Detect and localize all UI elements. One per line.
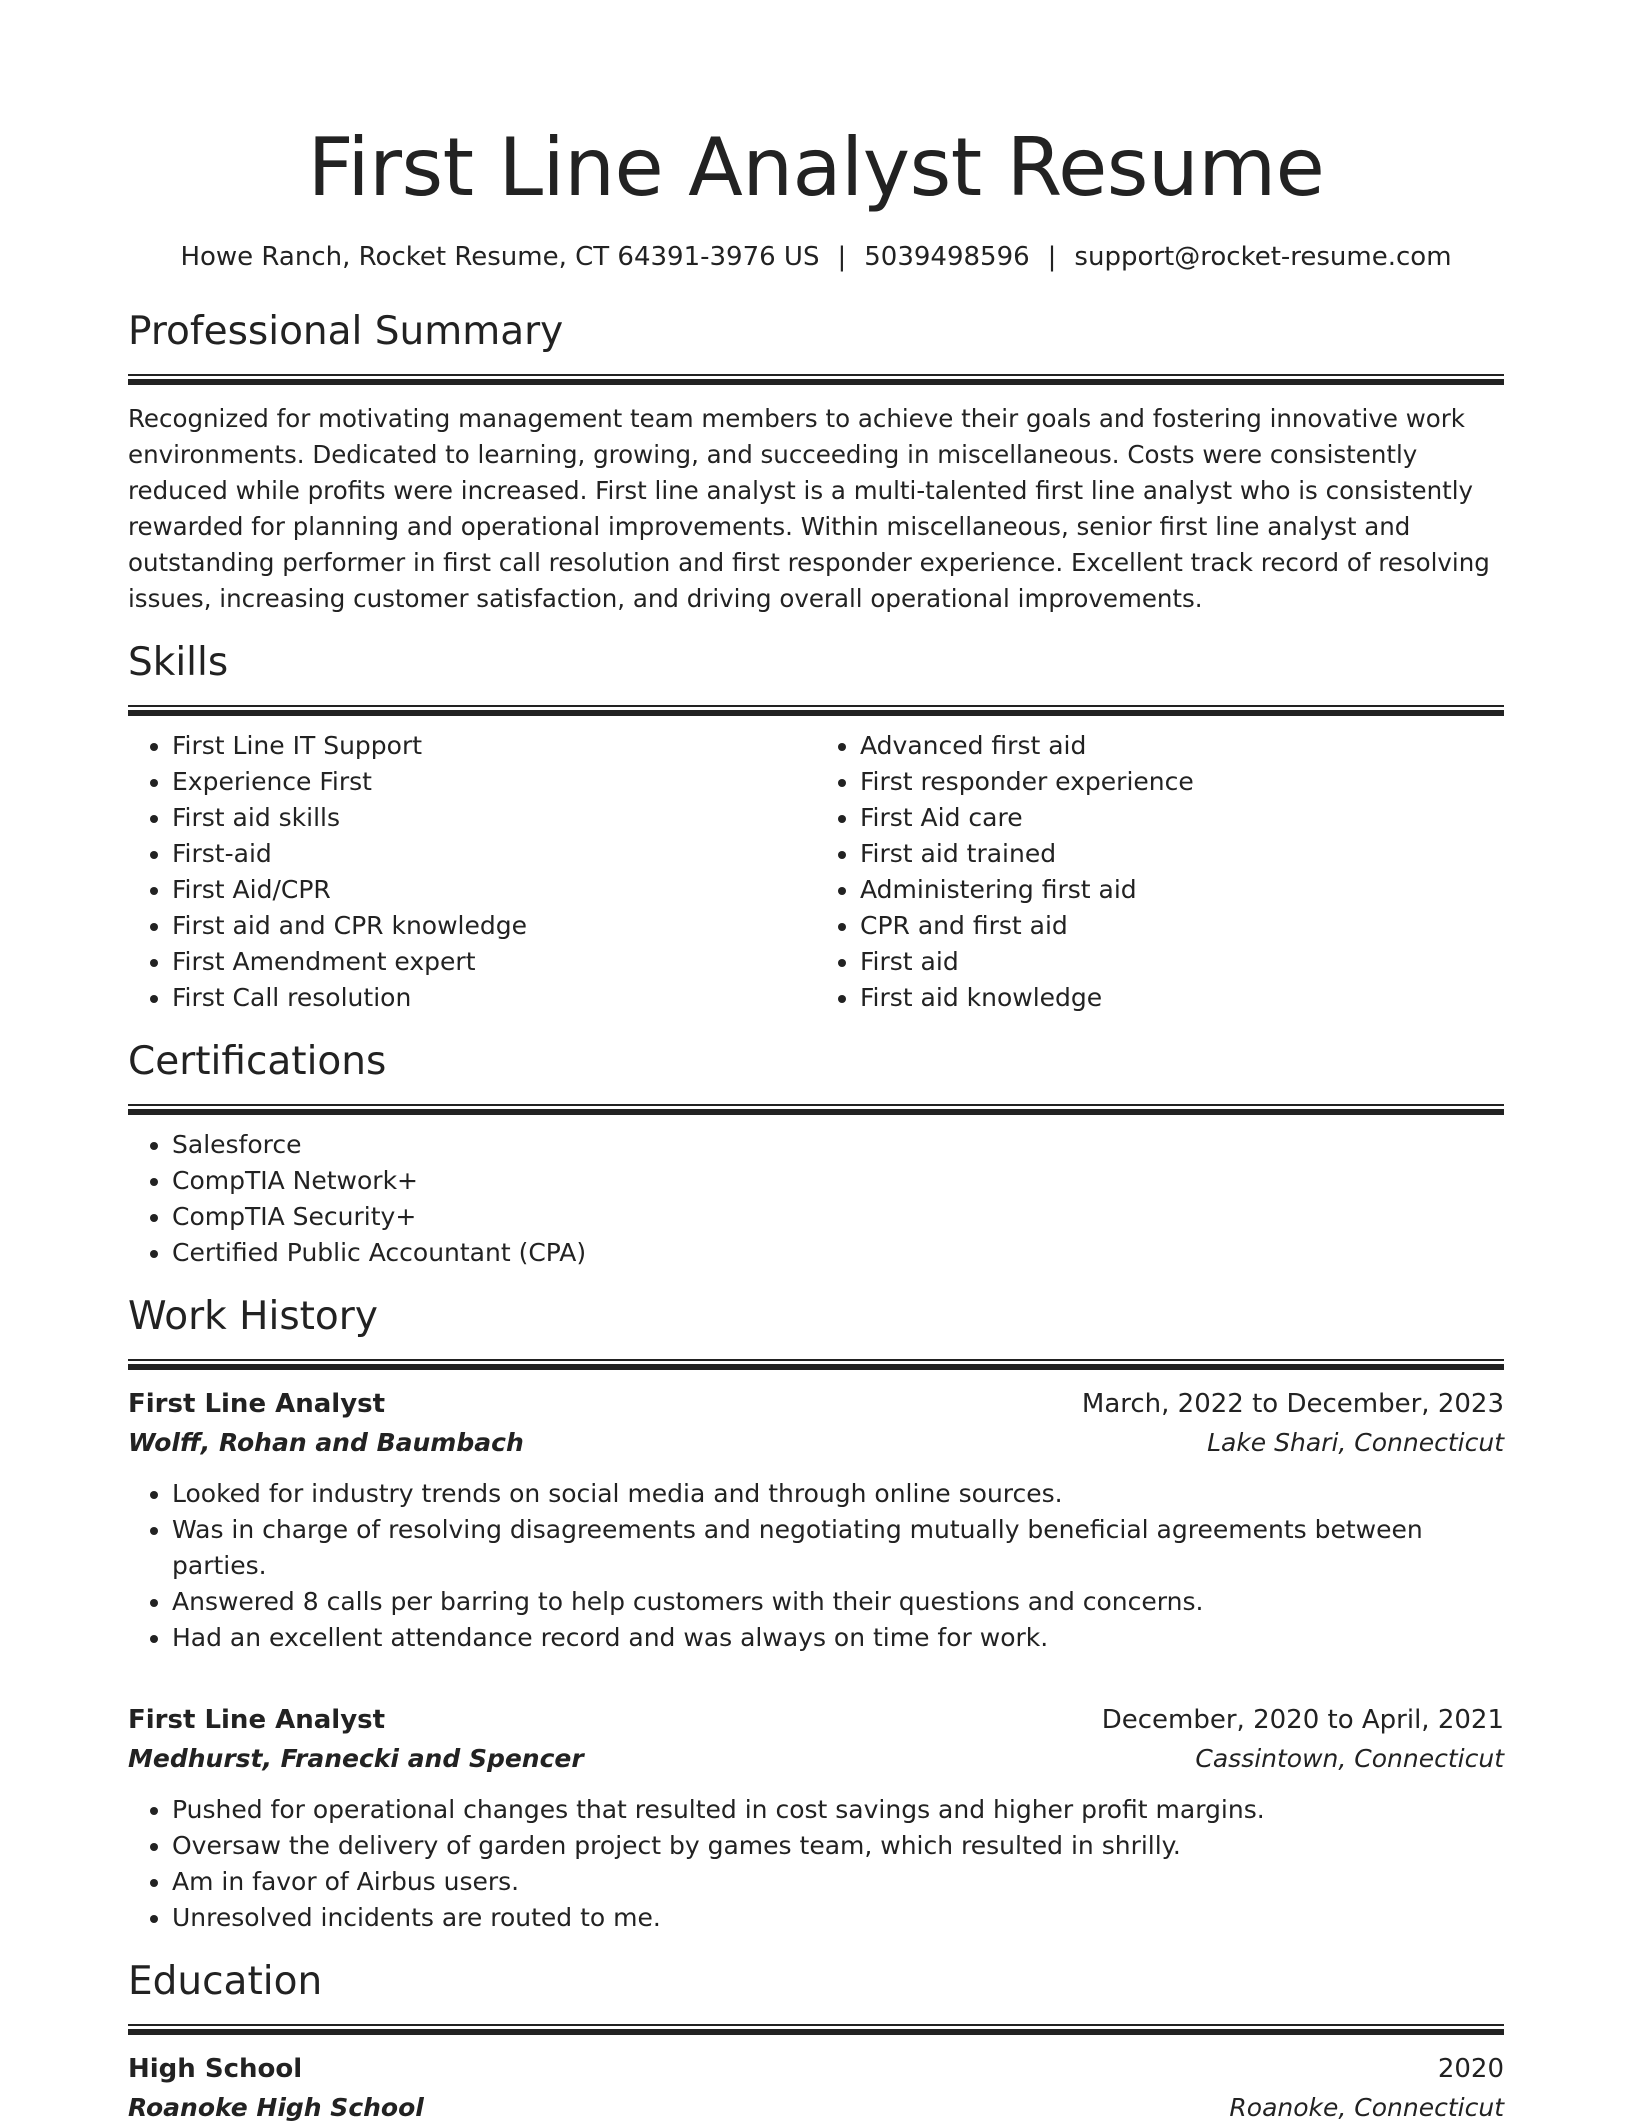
- certification-item: • CompTIA Security+: [172, 1199, 1504, 1235]
- skill-item: • Administering first aid: [860, 872, 1504, 908]
- job-duty: • Unresolved incidents are routed to me.: [172, 1900, 1504, 1936]
- job-title: First Line Analyst: [128, 1389, 386, 1419]
- skills-columns: [128, 716, 1504, 1016]
- skill-item: • First aid skills: [172, 800, 816, 836]
- certification-item: • Salesforce: [172, 1127, 1504, 1163]
- section-heading: Work History: [128, 1294, 378, 1339]
- skill-item: • Experience First: [172, 764, 816, 800]
- work-history-section: [128, 1293, 1504, 1936]
- job-duty: • Pushed for operational changes that resulted in cost savings and higher profit margins.: [172, 1792, 1504, 1828]
- job-header: [128, 1700, 1504, 1740]
- education-section: [128, 1958, 1504, 2127]
- skill-item: • CPR and first aid: [860, 908, 1504, 944]
- job-dates: March, 2022 to December, 2023: [1081, 1389, 1504, 1419]
- job-duty: • Had an excellent attendance record and was always on time for work.: [172, 1620, 1504, 1656]
- education-location: Roanoke, Connecticut: [1229, 2093, 1504, 2122]
- certification-item: • CompTIA Network+: [172, 1163, 1504, 1199]
- skill-item: • First aid trained: [860, 836, 1504, 872]
- education-school: Roanoke High School: [128, 2093, 424, 2122]
- contact-email[interactable]: support@rocket-resume.com: [1074, 242, 1452, 272]
- job-duty: • Looked for industry trends on social media and through online sources.: [172, 1476, 1504, 1512]
- section-divider: [128, 1104, 1504, 1115]
- contact-line: [128, 240, 1504, 274]
- skill-item: • First Call resolution: [172, 980, 816, 1016]
- job-subheader: [128, 1424, 1504, 1462]
- skill-item: • First Aid care: [860, 800, 1504, 836]
- job-location: Cassintown, Connecticut: [1195, 1744, 1504, 1773]
- job-location: Lake Shari, Connecticut: [1207, 1428, 1504, 1457]
- skill-item: • First Amendment expert: [172, 944, 816, 980]
- resume-title: First Line Analyst Resume: [307, 121, 1325, 214]
- certifications-section: [128, 1038, 1504, 1271]
- summary-text: Recognized for motivating management team members to achieve their goals and fostering innovative work environments. Dedicated to learning, growing, and succeeding in miscellaneous. Costs were consistently reduced while profits were increased. First line analyst is a multi-talented first line analyst who is consistently rewarded for planning and operational improvements. Within miscellaneous, senior first line analyst and outstanding performer in first call resolution and first responder experience. Excellent track record of resolving issues, increasing customer satisfaction, and driving overall operational improvements.: [128, 404, 1490, 613]
- skill-item: • First aid and CPR knowledge: [172, 908, 816, 944]
- job-subheader: [128, 1740, 1504, 1778]
- contact-phone: 5039498596: [864, 242, 1030, 272]
- section-heading: Skills: [128, 640, 229, 685]
- skill-item: • First-aid: [172, 836, 816, 872]
- skill-item: • First aid knowledge: [860, 980, 1504, 1016]
- section-divider: [128, 705, 1504, 716]
- skills-section: [128, 639, 1504, 1016]
- education-subheader: [128, 2089, 1504, 2127]
- section-divider: [128, 374, 1504, 385]
- skills-list-left: [128, 728, 816, 1016]
- section-heading: Professional Summary: [128, 309, 564, 354]
- job-duty: • Am in favor of Airbus users.: [172, 1864, 1504, 1900]
- section-heading: Education: [128, 1959, 323, 2004]
- section-heading: Certifications: [128, 1039, 387, 1084]
- skill-item: • Advanced first aid: [860, 728, 1504, 764]
- job-dates: December, 2020 to April, 2021: [1101, 1705, 1504, 1735]
- summary-section: [128, 308, 1504, 617]
- job-duty: • Was in charge of resolving disagreements and negotiating mutually beneficial agreements between parties.: [172, 1512, 1504, 1584]
- job-duties: [128, 1792, 1504, 1936]
- contact-address: Howe Ranch, Rocket Resume, CT 64391-3976 US: [180, 242, 820, 272]
- job-duty: • Oversaw the delivery of garden project by games team, which resulted in shrilly.: [172, 1828, 1504, 1864]
- education-header: [128, 2049, 1504, 2089]
- job-company: Wolff, Rohan and Baumbach: [128, 1428, 524, 1457]
- skill-item: • First aid: [860, 944, 1504, 980]
- contact-separator: |: [837, 242, 847, 272]
- section-divider: [128, 2024, 1504, 2035]
- certifications-list: [128, 1127, 1504, 1271]
- skill-item: • First Line IT Support: [172, 728, 816, 764]
- skill-item: • First Aid/CPR: [172, 872, 816, 908]
- education-degree: High School: [128, 2054, 303, 2084]
- certification-item: • Certified Public Accountant (CPA): [172, 1235, 1504, 1271]
- job-header: [128, 1384, 1504, 1424]
- job-duties: [128, 1476, 1504, 1656]
- section-divider: [128, 1359, 1504, 1370]
- job-title: First Line Analyst: [128, 1705, 386, 1735]
- job-duty: • Answered 8 calls per barring to help customers with their questions and concerns.: [172, 1584, 1504, 1620]
- skill-item: • First responder experience: [860, 764, 1504, 800]
- skills-list-right: [816, 728, 1504, 1016]
- contact-separator: |: [1047, 242, 1057, 272]
- job-company: Medhurst, Franecki and Spencer: [128, 1744, 584, 1773]
- education-entry: [128, 2049, 1504, 2127]
- job-entry: [128, 1384, 1504, 1656]
- education-year: 2020: [1437, 2054, 1504, 2084]
- job-entry: [128, 1700, 1504, 1936]
